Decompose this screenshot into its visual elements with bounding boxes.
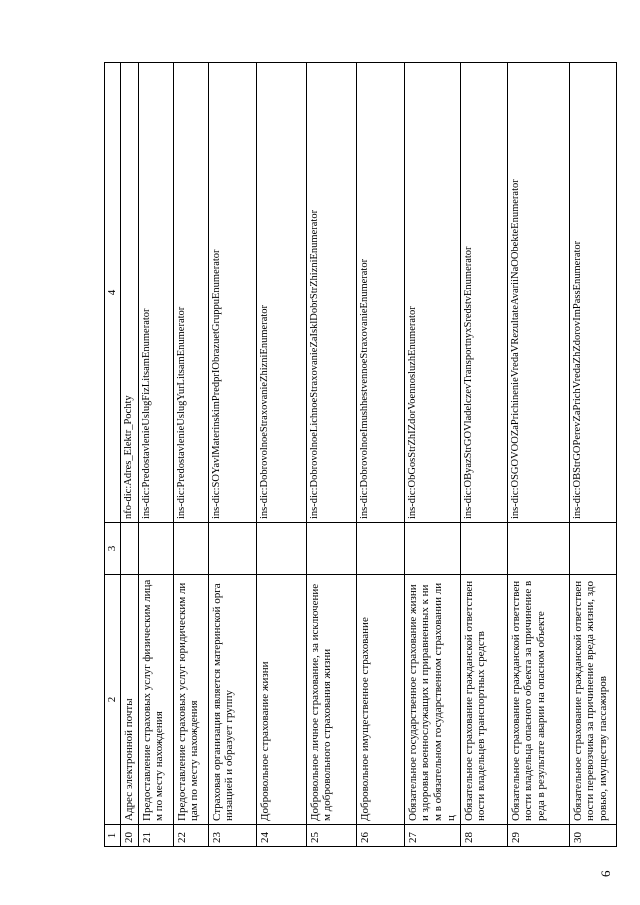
row-name: Добровольное страхование жизни [256, 575, 306, 825]
table-row [208, 63, 256, 847]
row-name: Страховая организация является материнской организацией и образует группу [208, 575, 256, 825]
row-name: Добровольное имущественное страхование [356, 575, 404, 825]
header-cell-3: 3 [105, 523, 121, 575]
row-number: 29 [507, 825, 569, 847]
row-empty-cell [120, 523, 138, 575]
row-number: 30 [569, 825, 616, 847]
table-row [460, 63, 507, 847]
header-cell-1: 1 [105, 825, 121, 847]
row-code: ins-dic:PredostavlenieUslugFizLitsamEnumerator [138, 63, 173, 523]
row-empty-cell [208, 523, 256, 575]
table-row [306, 63, 356, 847]
row-number: 21 [138, 825, 173, 847]
row-name: Обязательное страхование гражданской ответственности владельца опасного объекта за причинение вреда в результате аварии на опасном объекте [507, 575, 569, 825]
row-code: ins-dic:ObGosStrZhIZdorVoennosluzhEnumerator [404, 63, 460, 523]
row-empty-cell [138, 523, 173, 575]
row-code: ins-dic:OBStrGOPerevZaPrichVredaZhZdorovImPassEnumerator [569, 63, 616, 523]
row-name: Обязательное страхование гражданской ответственности владельцев транспортных средств [460, 575, 507, 825]
row-empty-cell [507, 523, 569, 575]
table-row [120, 63, 138, 847]
header-cell-4: 4 [105, 63, 121, 523]
row-number: 26 [356, 825, 404, 847]
document-table [104, 62, 617, 847]
row-code: ins-dic:DobrovolnoeStraxovanieZhizniEnumerator [256, 63, 306, 523]
row-name: Обязательное страхование гражданской ответственности перевозчика за причинение вреда жизни, здоровью, имуществу пассажиров [569, 575, 616, 825]
row-number: 25 [306, 825, 356, 847]
row-empty-cell [256, 523, 306, 575]
row-number: 22 [173, 825, 208, 847]
row-empty-cell [173, 523, 208, 575]
row-empty-cell [306, 523, 356, 575]
row-number: 24 [256, 825, 306, 847]
row-code: ins-dic:SOYavlMaterinskimPredprIObrazuetGruppuEnumerator [208, 63, 256, 523]
row-name: Предоставление страховых услуг физическим лицам по месту нахождения [138, 575, 173, 825]
row-code: ins-dic:DobrovolnoeImushhestvennoeStraxovanieEnumerator [356, 63, 404, 523]
row-empty-cell [356, 523, 404, 575]
row-code: ins-dic:PredostavlenieUslugYurLitsamEnumerator [173, 63, 208, 523]
row-number: 27 [404, 825, 460, 847]
row-empty-cell [569, 523, 616, 575]
row-number: 20 [120, 825, 138, 847]
table-row [569, 63, 616, 847]
row-code: ins-dic:OByazStrGOVladelczevTransportnyxSredstvEnumerator [460, 63, 507, 523]
row-code: ins-dic:OSGOVOOZaPrichinenieVredaVRezultateAvariiNaOObekteEnumerator [507, 63, 569, 523]
row-number: 23 [208, 825, 256, 847]
row-code: ins-dic:DobrovolnoeLichnoeStraxovanieZaIsklDobrStrZhizniEnumerator [306, 63, 356, 523]
table-row [173, 63, 208, 847]
row-empty-cell [404, 523, 460, 575]
table-row [256, 63, 306, 847]
table-row [356, 63, 404, 847]
row-code: nfo-dic:Adres_Elektr_Pochty [120, 63, 138, 523]
row-name: Обязательное государственное страхование жизни и здоровья военнослужащих и приравненных к ним в обязательном государственном страховании лиц [404, 575, 460, 825]
row-name: Адрес электронной почты [120, 575, 138, 825]
header-cell-2: 2 [105, 575, 121, 825]
table-body [120, 63, 616, 847]
row-name: Предоставление страховых услуг юридическим лицам по месту нахождения [173, 575, 208, 825]
header-row [105, 63, 121, 847]
table-row [404, 63, 460, 847]
row-number: 28 [460, 825, 507, 847]
page-number: 6 [598, 870, 613, 877]
row-empty-cell [460, 523, 507, 575]
table-row [138, 63, 173, 847]
row-name: Добровольное личное страхование, за исключением добровольного страхования жизни [306, 575, 356, 825]
table-row [507, 63, 569, 847]
